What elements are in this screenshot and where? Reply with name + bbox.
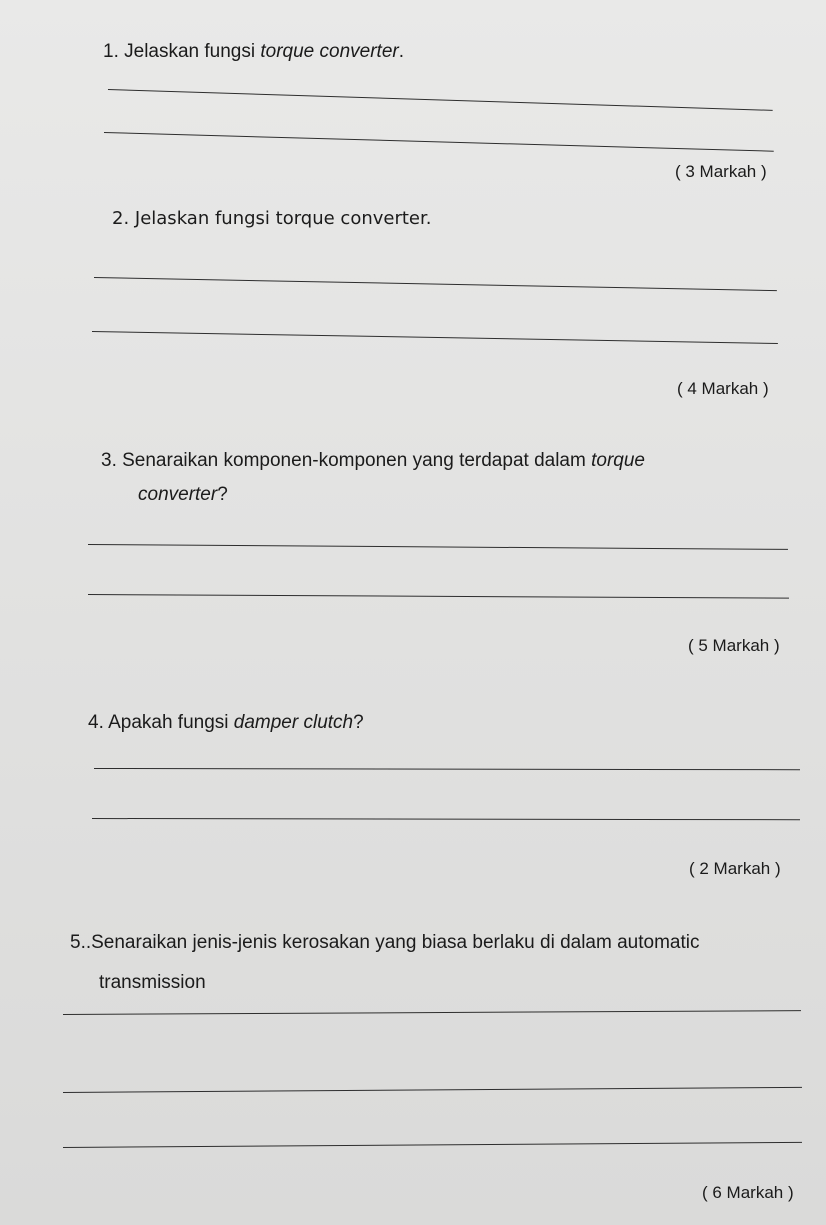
answer-line-4a[interactable] [94, 768, 800, 770]
question-4 [88, 712, 364, 734]
marks-1: ( 3 Markah ) [675, 162, 767, 181]
answer-line-5c[interactable] [63, 1142, 802, 1148]
answer-line-5a[interactable] [63, 1010, 801, 1015]
answer-line-2a[interactable] [94, 277, 777, 291]
answer-line-1a[interactable] [108, 89, 773, 111]
marks-4: ( 2 Markah ) [689, 859, 781, 878]
question-3-text: 3. Senaraikan komponen-komponen yang terdapat dalam [101, 450, 592, 471]
question-3-term-cont: converter [138, 484, 218, 505]
question-2: 2. Jelaskan fungsi torque converter. [112, 208, 432, 229]
question-5-line-2: transmission [99, 972, 206, 993]
answer-line-3b[interactable] [88, 594, 789, 599]
answer-line-3a[interactable] [88, 544, 788, 550]
question-3-punct: ? [217, 484, 228, 505]
answer-line-5b[interactable] [63, 1087, 802, 1093]
marks-2: ( 4 Markah ) [677, 379, 769, 398]
question-4-term: damper clutch [233, 712, 354, 733]
question-1-punct: . [398, 41, 405, 62]
question-1-term: torque converter [260, 41, 399, 62]
marks-3: ( 5 Markah ) [688, 636, 780, 655]
question-1-text: 1. Jelaskan fungsi [103, 41, 261, 62]
question-5-line-1: 5..Senaraikan jenis-jenis kerosakan yang biasa berlaku di dalam automatic [70, 932, 700, 953]
question-4-text: 4. Apakah fungsi [88, 712, 234, 733]
answer-line-2b[interactable] [92, 331, 778, 344]
question-3-line-1 [101, 450, 645, 472]
question-1 [103, 41, 404, 63]
question-3-term: torque [591, 450, 645, 471]
marks-5: ( 6 Markah ) [702, 1183, 794, 1202]
question-3-line-2 [138, 484, 228, 506]
question-4-punct: ? [353, 712, 364, 733]
answer-line-1b[interactable] [104, 132, 774, 152]
answer-line-4b[interactable] [92, 818, 800, 820]
